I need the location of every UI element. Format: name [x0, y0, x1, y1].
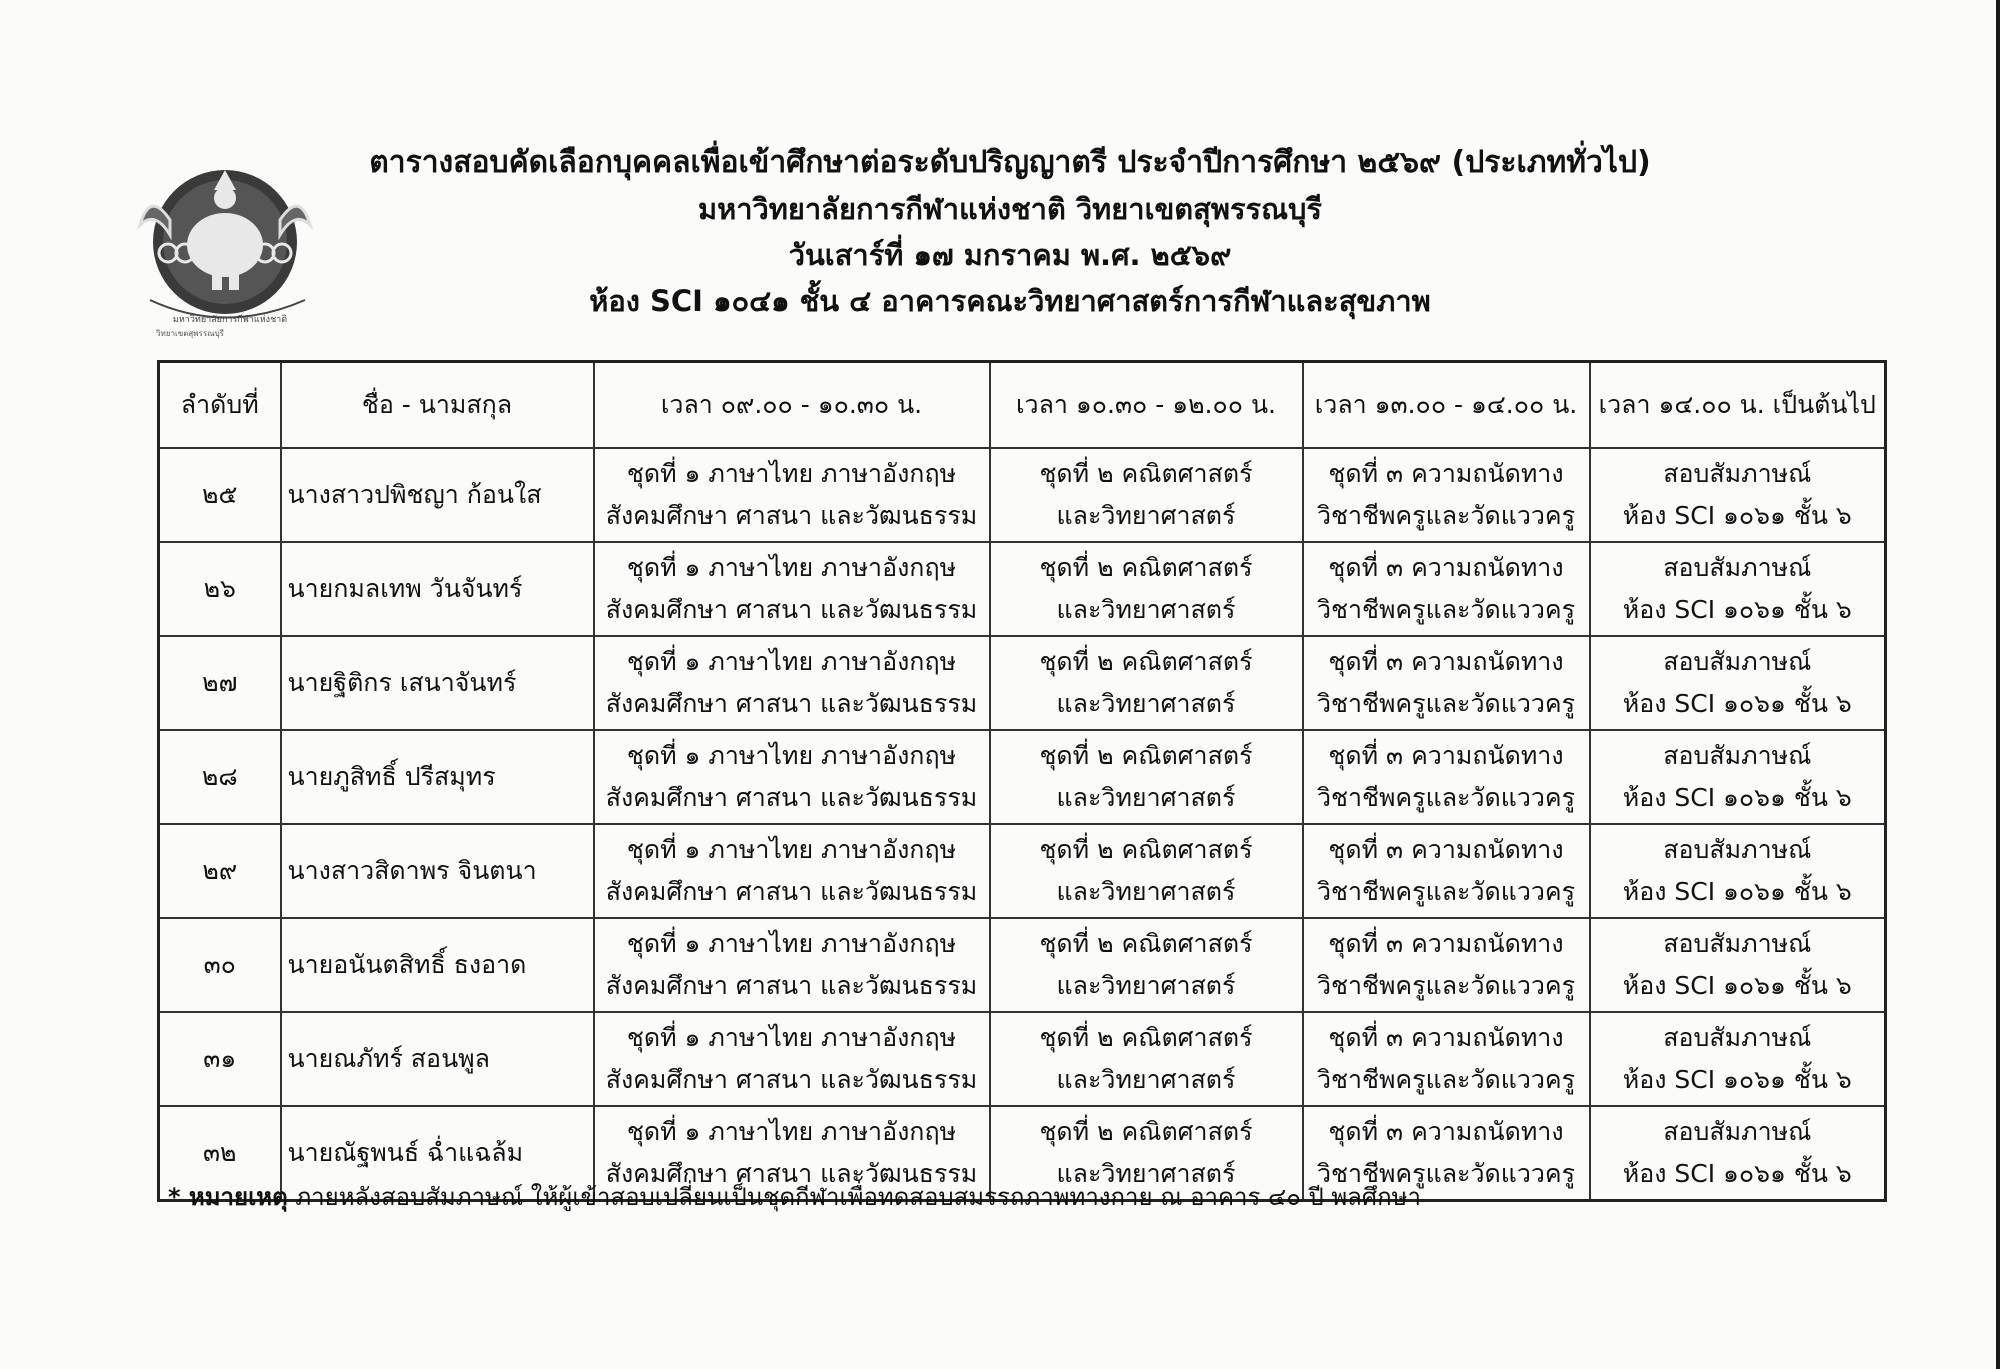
- logo-caption-top: มหาวิทยาลัยการกีฬาแห่งชาติ: [172, 315, 288, 325]
- session-3-cell-line: ชุดที่ ๓ ความถนัดทาง: [1328, 553, 1564, 582]
- session-4-cell-line: สอบสัมภาษณ์: [1663, 929, 1812, 958]
- row-number-cell: ๓๑: [159, 1012, 281, 1106]
- row-number-cell: ๒๖: [159, 542, 281, 636]
- session-3-cell-line: วิชาชีพครูและวัดแววครู: [1316, 971, 1576, 1000]
- session-3-cell-line: ชุดที่ ๓ ความถนัดทาง: [1328, 835, 1564, 864]
- session-3-cell-line: วิชาชีพครูและวัดแววครู: [1316, 783, 1576, 812]
- session-4-cell-line: ห้อง SCI ๑๐๖๑ ชั้น ๖: [1622, 1159, 1852, 1188]
- session-1-cell-line: ชุดที่ ๑ ภาษาไทย ภาษาอังกฤษ: [626, 929, 957, 958]
- session-2-cell-line: ชุดที่ ๒ คณิตศาสตร์: [1039, 741, 1253, 770]
- session-3-cell-line: วิชาชีพครูและวัดแววครู: [1316, 595, 1576, 624]
- footnote-label: * หมายเหตุ: [168, 1183, 288, 1211]
- session-2-cell-line: และวิทยาศาสตร์: [1056, 595, 1236, 624]
- session-1-cell: [594, 448, 990, 542]
- session-4-cell: [1590, 730, 1886, 824]
- session-1-cell-line: สังคมศึกษา ศาสนา และวัฒนธรรม: [605, 689, 978, 718]
- session-3-cell-line: วิชาชีพครูและวัดแววครู: [1316, 501, 1576, 530]
- session-2-cell: [990, 730, 1303, 824]
- column-header-session-4: เวลา ๑๔.๐๐ น. เป็นต้นไป: [1590, 362, 1886, 449]
- session-3-cell-line: ชุดที่ ๓ ความถนัดทาง: [1328, 647, 1564, 676]
- session-4-cell: [1590, 918, 1886, 1012]
- session-2-cell: [990, 542, 1303, 636]
- session-2-cell-line: และวิทยาศาสตร์: [1056, 877, 1236, 906]
- column-header-number: ลำดับที่: [159, 362, 281, 449]
- session-4-cell: [1590, 1106, 1886, 1201]
- session-2-cell-line: และวิทยาศาสตร์: [1056, 689, 1236, 718]
- row-number-cell: ๓๐: [159, 918, 281, 1012]
- session-3-cell: [1303, 542, 1590, 636]
- session-2-cell: [990, 1012, 1303, 1106]
- session-3-cell-line: วิชาชีพครูและวัดแววครู: [1316, 1065, 1576, 1094]
- session-1-cell-line: ชุดที่ ๑ ภาษาไทย ภาษาอังกฤษ: [626, 741, 957, 770]
- candidate-name-cell: นายณัฐพนธ์ ฉ่ำแฉล้ม: [281, 1106, 594, 1201]
- candidate-name-cell: นายกมลเทพ วันจันทร์: [281, 542, 594, 636]
- session-4-cell-line: สอบสัมภาษณ์: [1663, 459, 1812, 488]
- row-number-cell: ๒๙: [159, 824, 281, 918]
- session-2-cell: [990, 448, 1303, 542]
- exam-room: ห้อง SCI ๑๐๔๑ ชั้น ๔ อาคารคณะวิทยาศาสตร์การกีฬาและสุขภาพ: [589, 284, 1431, 318]
- session-2-cell-line: ชุดที่ ๒ คณิตศาสตร์: [1039, 929, 1253, 958]
- session-1-cell-line: ชุดที่ ๑ ภาษาไทย ภาษาอังกฤษ: [626, 835, 957, 864]
- session-4-cell-line: สอบสัมภาษณ์: [1663, 741, 1812, 770]
- session-1-cell-line: สังคมศึกษา ศาสนา และวัฒนธรรม: [605, 501, 978, 530]
- session-2-cell-line: ชุดที่ ๒ คณิตศาสตร์: [1039, 459, 1253, 488]
- candidate-name-cell: นายภูสิทธิ์ ปรีสมุทร: [281, 730, 594, 824]
- session-4-cell-line: ห้อง SCI ๑๐๖๑ ชั้น ๖: [1622, 1065, 1852, 1094]
- session-1-cell-line: สังคมศึกษา ศาสนา และวัฒนธรรม: [605, 877, 978, 906]
- session-4-cell-line: สอบสัมภาษณ์: [1663, 1117, 1812, 1146]
- row-number-cell: ๓๒: [159, 1106, 281, 1201]
- table-row: [159, 918, 1886, 1012]
- column-header-session-3: เวลา ๑๓.๐๐ - ๑๔.๐๐ น.: [1303, 362, 1590, 449]
- session-1-cell-line: สังคมศึกษา ศาสนา และวัฒนธรรม: [605, 783, 978, 812]
- session-2-cell-line: และวิทยาศาสตร์: [1056, 501, 1236, 530]
- session-3-cell-line: ชุดที่ ๓ ความถนัดทาง: [1328, 459, 1564, 488]
- candidate-name-cell: นายอนันตสิทธิ์ ธงอาด: [281, 918, 594, 1012]
- session-1-cell-line: ชุดที่ ๑ ภาษาไทย ภาษาอังกฤษ: [626, 647, 957, 676]
- table-row: [159, 448, 1886, 542]
- session-4-cell-line: ห้อง SCI ๑๐๖๑ ชั้น ๖: [1622, 689, 1852, 718]
- session-3-cell: [1303, 636, 1590, 730]
- session-3-cell: [1303, 1012, 1590, 1106]
- session-4-cell-line: สอบสัมภาษณ์: [1663, 553, 1812, 582]
- session-3-cell: [1303, 918, 1590, 1012]
- session-4-cell: [1590, 824, 1886, 918]
- session-1-cell-line: สังคมศึกษา ศาสนา และวัฒนธรรม: [605, 1159, 978, 1188]
- candidate-name-cell: นายฐิติกร เสนาจันทร์: [281, 636, 594, 730]
- candidate-name-cell: นางสาวปพิชญา ก้อนใส: [281, 448, 594, 542]
- session-2-cell-line: ชุดที่ ๒ คณิตศาสตร์: [1039, 1117, 1253, 1146]
- session-1-cell: [594, 730, 990, 824]
- session-1-cell: [594, 542, 990, 636]
- session-3-cell-line: วิชาชีพครูและวัดแววครู: [1316, 877, 1576, 906]
- session-3-cell-line: วิชาชีพครูและวัดแววครู: [1316, 1159, 1576, 1188]
- row-number-cell: ๒๘: [159, 730, 281, 824]
- university-name: มหาวิทยาลัยการกีฬาแห่งชาติ วิทยาเขตสุพรรณบุรี: [697, 192, 1322, 226]
- session-2-cell-line: ชุดที่ ๒ คณิตศาสตร์: [1039, 553, 1253, 582]
- table-row: [159, 824, 1886, 918]
- session-3-cell: [1303, 824, 1590, 918]
- session-4-cell-line: สอบสัมภาษณ์: [1663, 835, 1812, 864]
- session-3-cell: [1303, 448, 1590, 542]
- session-4-cell-line: ห้อง SCI ๑๐๖๑ ชั้น ๖: [1622, 877, 1852, 906]
- session-4-cell-line: ห้อง SCI ๑๐๖๑ ชั้น ๖: [1622, 783, 1852, 812]
- column-header-session-1: เวลา ๐๙.๐๐ - ๑๐.๓๐ น.: [594, 362, 990, 449]
- session-2-cell: [990, 918, 1303, 1012]
- session-1-cell: [594, 824, 990, 918]
- session-1-cell-line: ชุดที่ ๑ ภาษาไทย ภาษาอังกฤษ: [626, 553, 957, 582]
- table-row: [159, 542, 1886, 636]
- exam-date: วันเสาร์ที่ ๑๗ มกราคม พ.ศ. ๒๕๖๙: [788, 238, 1232, 272]
- footnote-text: ภายหลังสอบสัมภาษณ์ ให้ผู้เข้าสอบเปลี่ยนเป็นชุดกีฬาเพื่อทดสอบสมรรถภาพทางกาย ณ อาคาร ๔๐ ปี พลศึกษา: [295, 1183, 1421, 1211]
- session-1-cell: [594, 636, 990, 730]
- session-2-cell-line: และวิทยาศาสตร์: [1056, 971, 1236, 1000]
- session-1-cell-line: ชุดที่ ๑ ภาษาไทย ภาษาอังกฤษ: [626, 459, 957, 488]
- row-number-cell: ๒๗: [159, 636, 281, 730]
- table-row: [159, 1012, 1886, 1106]
- session-2-cell-line: และวิทยาศาสตร์: [1056, 1065, 1236, 1094]
- session-2-cell-line: ชุดที่ ๒ คณิตศาสตร์: [1039, 835, 1253, 864]
- session-4-cell-line: ห้อง SCI ๑๐๖๑ ชั้น ๖: [1622, 501, 1852, 530]
- session-3-cell: [1303, 730, 1590, 824]
- session-2-cell-line: ชุดที่ ๒ คณิตศาสตร์: [1039, 1023, 1253, 1052]
- session-4-cell-line: สอบสัมภาษณ์: [1663, 647, 1812, 676]
- session-2-cell: [990, 824, 1303, 918]
- column-header-name: ชื่อ - นามสกุล: [281, 362, 594, 449]
- session-1-cell: [594, 918, 990, 1012]
- session-2-cell-line: และวิทยาศาสตร์: [1056, 783, 1236, 812]
- session-4-cell-line: ห้อง SCI ๑๐๖๑ ชั้น ๖: [1622, 595, 1852, 624]
- table-row: [159, 730, 1886, 824]
- session-4-cell-line: สอบสัมภาษณ์: [1663, 1023, 1812, 1052]
- logo-caption-bottom: วิทยาเขตสุพรรณบุรี: [156, 329, 224, 338]
- session-4-cell: [1590, 448, 1886, 542]
- session-3-cell-line: ชุดที่ ๓ ความถนัดทาง: [1328, 929, 1564, 958]
- session-2-cell-line: และวิทยาศาสตร์: [1056, 1159, 1236, 1188]
- session-4-cell: [1590, 636, 1886, 730]
- session-1-cell-line: สังคมศึกษา ศาสนา และวัฒนธรรม: [605, 971, 978, 1000]
- table-row: [159, 636, 1886, 730]
- session-4-cell-line: ห้อง SCI ๑๐๖๑ ชั้น ๖: [1622, 971, 1852, 1000]
- session-1-cell-line: ชุดที่ ๑ ภาษาไทย ภาษาอังกฤษ: [626, 1023, 957, 1052]
- table-header-row: [159, 362, 1886, 449]
- session-1-cell: [594, 1012, 990, 1106]
- session-2-cell-line: ชุดที่ ๒ คณิตศาสตร์: [1039, 647, 1253, 676]
- session-3-cell-line: วิชาชีพครูและวัดแววครู: [1316, 689, 1576, 718]
- document-title: ตารางสอบคัดเลือกบุคคลเพื่อเข้าศึกษาต่อระดับปริญญาตรี ประจำปีการศึกษา ๒๕๖๙ (ประเภททั่วไป): [369, 145, 1651, 180]
- session-4-cell: [1590, 542, 1886, 636]
- footnote: [168, 1177, 1421, 1216]
- session-1-cell-line: สังคมศึกษา ศาสนา และวัฒนธรรม: [605, 595, 978, 624]
- session-4-cell: [1590, 1012, 1886, 1106]
- document-header: [300, 140, 1720, 324]
- session-2-cell: [990, 636, 1303, 730]
- column-header-session-2: เวลา ๑๐.๓๐ - ๑๒.๐๐ น.: [990, 362, 1303, 449]
- table-body: [159, 448, 1886, 1201]
- session-3-cell-line: ชุดที่ ๓ ความถนัดทาง: [1328, 1117, 1564, 1146]
- candidate-name-cell: นายณภัทร์ สอนพูล: [281, 1012, 594, 1106]
- session-3-cell-line: ชุดที่ ๓ ความถนัดทาง: [1328, 741, 1564, 770]
- candidate-name-cell: นางสาวสิดาพร จินตนา: [281, 824, 594, 918]
- scan-edge: [1996, 0, 2000, 1369]
- session-3-cell-line: ชุดที่ ๓ ความถนัดทาง: [1328, 1023, 1564, 1052]
- session-1-cell-line: ชุดที่ ๑ ภาษาไทย ภาษาอังกฤษ: [626, 1117, 957, 1146]
- session-1-cell-line: สังคมศึกษา ศาสนา และวัฒนธรรม: [605, 1065, 978, 1094]
- exam-schedule-table: [157, 360, 1887, 1202]
- row-number-cell: ๒๕: [159, 448, 281, 542]
